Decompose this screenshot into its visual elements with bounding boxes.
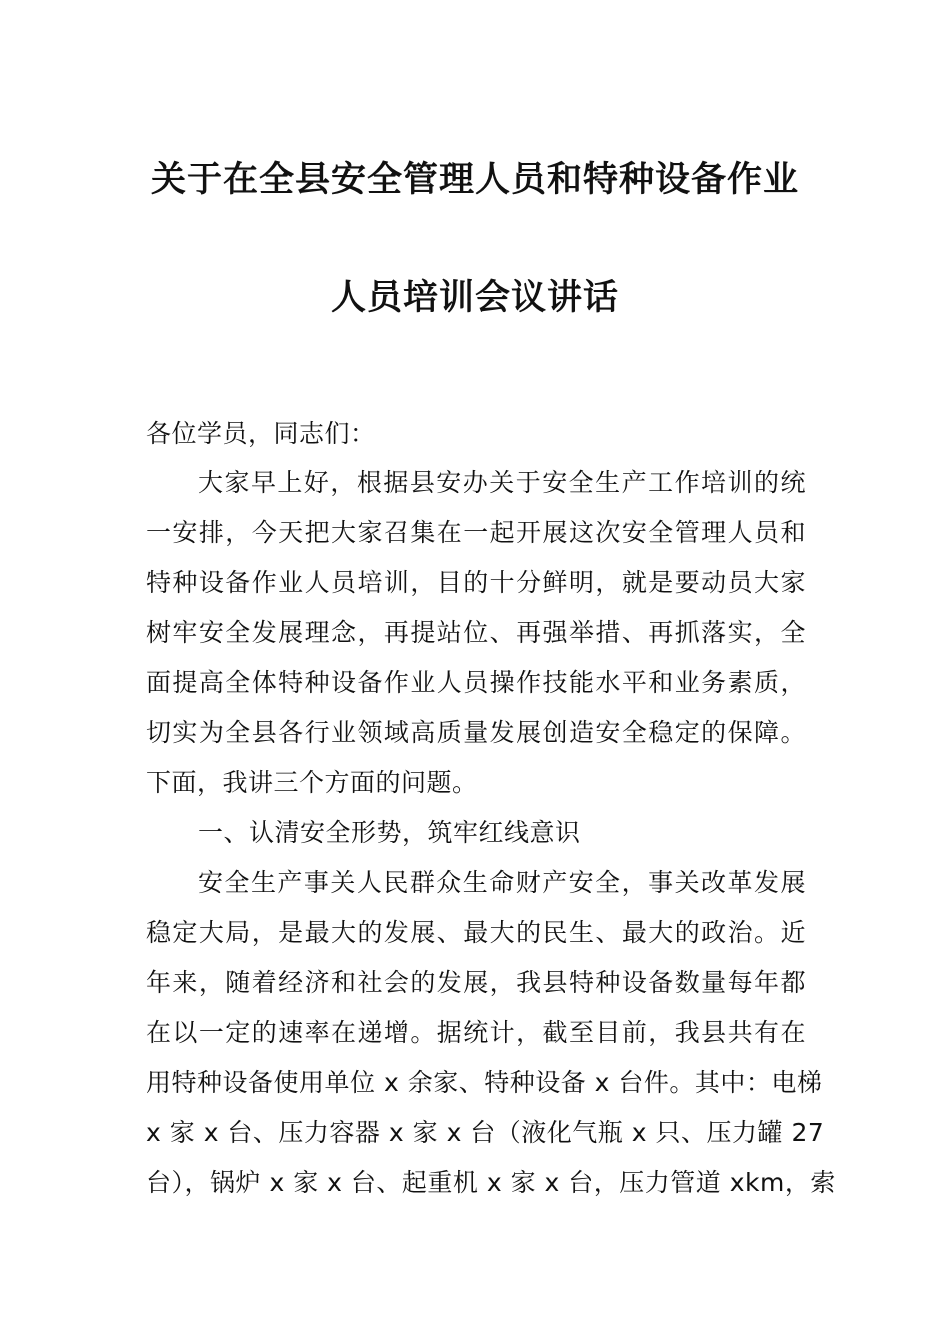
paragraph-line: 下面，我讲三个方面的问题。 bbox=[146, 768, 478, 797]
paragraph-line: 特种设备作业人员培训，目的十分鲜明，就是要动员大家 bbox=[146, 568, 806, 597]
paragraph-line: 稳定大局，是最大的发展、最大的民生、最大的政治。近 bbox=[146, 918, 806, 947]
paragraph-line: 一安排，今天把大家召集在一起开展这次安全管理人员和 bbox=[146, 518, 806, 547]
paragraph-line: 台），锅炉 x 家 x 台、起重机 x 家 x 台，压力管道 xkm，索 bbox=[146, 1168, 836, 1197]
salutation: 各位学员，同志们： bbox=[146, 419, 376, 448]
paragraph-line: 年来，随着经济和社会的发展，我县特种设备数量每年都 bbox=[146, 968, 806, 997]
paragraph-line: 安全生产事关人民群众生命财产安全，事关改革发展 bbox=[198, 868, 806, 897]
paragraph-line: 在以一定的速率在递增。据统计，截至目前，我县共有在 bbox=[146, 1018, 806, 1047]
paragraph-line: x 家 x 台、压力容器 x 家 x 台（液化气瓶 x 只、压力罐 27 bbox=[146, 1118, 825, 1147]
paragraph-line: 大家早上好，根据县安办关于安全生产工作培训的统 bbox=[198, 468, 806, 497]
paragraph-line: 用特种设备使用单位 x 余家、特种设备 x 台件。其中：电梯 bbox=[146, 1068, 823, 1097]
paragraph-line: 面提高全体特种设备作业人员操作技能水平和业务素质， bbox=[146, 668, 806, 697]
paragraph-line: 树牢安全发展理念，再提站位、再强举措、再抓落实，全 bbox=[146, 618, 806, 647]
paragraph-line: 切实为全县各行业领域高质量发展创造安全稳定的保障。 bbox=[146, 718, 806, 747]
document-title-line-1: 关于在全县安全管理人员和特种设备作业 bbox=[150, 159, 799, 200]
section-heading-1: 一、认清安全形势，筑牢红线意识 bbox=[198, 818, 581, 847]
document-title-line-2: 人员培训会议讲话 bbox=[330, 277, 619, 318]
